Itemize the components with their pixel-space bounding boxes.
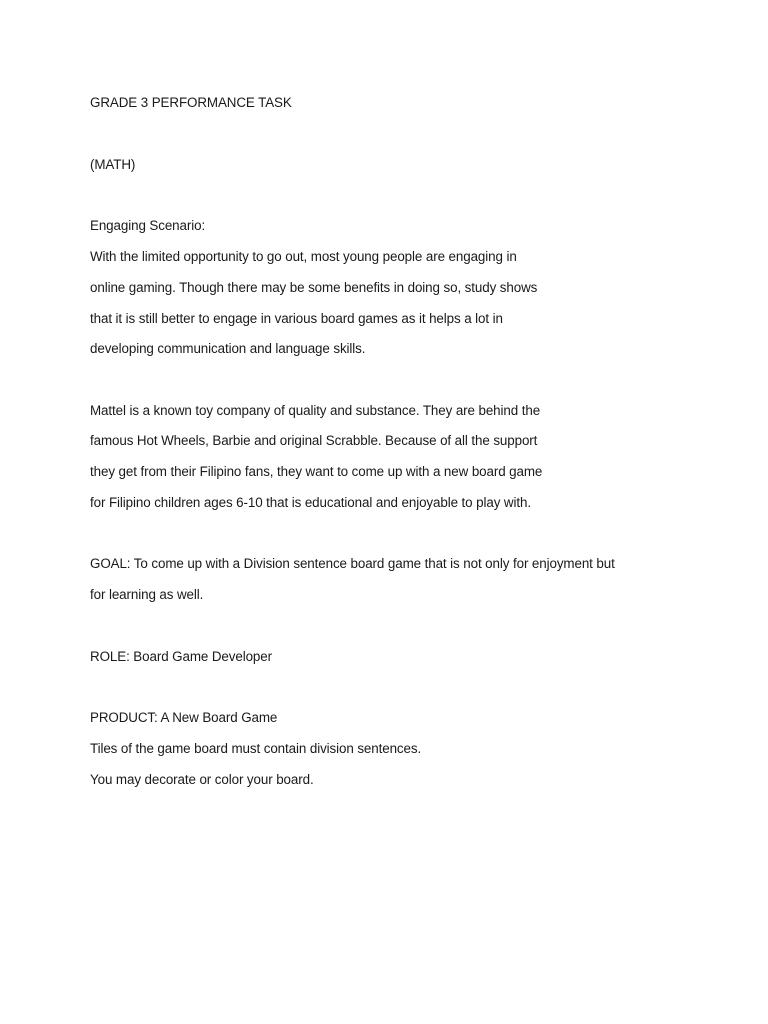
scenario-paragraph-1-line-2: online gaming. Though there may be some benefits in doing so, study shows [90, 280, 538, 295]
scenario-paragraph-1-line-3: that it is still better to engage in various board games as it helps a lot in [90, 311, 503, 326]
scenario-heading: Engaging Scenario: [90, 218, 206, 233]
product-line-2: You may decorate or color your board. [90, 772, 314, 787]
product-heading: PRODUCT: A New Board Game [90, 710, 278, 725]
scenario-paragraph-2-line-1: Mattel is a known toy company of quality and substance. They are behind the [90, 403, 541, 418]
scenario-paragraph-1-line-4: developing communication and language skills. [90, 341, 366, 356]
scenario-paragraph-1-line-1: With the limited opportunity to go out, most young people are engaging in [90, 249, 517, 264]
goal-line-2: for learning as well. [90, 587, 204, 602]
scenario-paragraph-2-line-2: famous Hot Wheels, Barbie and original Scrabble. Because of all the support [90, 433, 538, 448]
subject-label: (MATH) [90, 157, 136, 172]
scenario-paragraph-2-line-3: they get from their Filipino fans, they want to come up with a new board game [90, 464, 543, 479]
scenario-paragraph-2-line-4: for Filipino children ages 6-10 that is educational and enjoyable to play with. [90, 495, 531, 510]
product-line-1: Tiles of the game board must contain division sentences. [90, 741, 422, 756]
role-line: ROLE: Board Game Developer [90, 649, 272, 664]
goal-line-1: GOAL: To come up with a Division sentence board game that is not only for enjoyment but [90, 556, 615, 571]
document-title: GRADE 3 PERFORMANCE TASK [90, 95, 292, 110]
